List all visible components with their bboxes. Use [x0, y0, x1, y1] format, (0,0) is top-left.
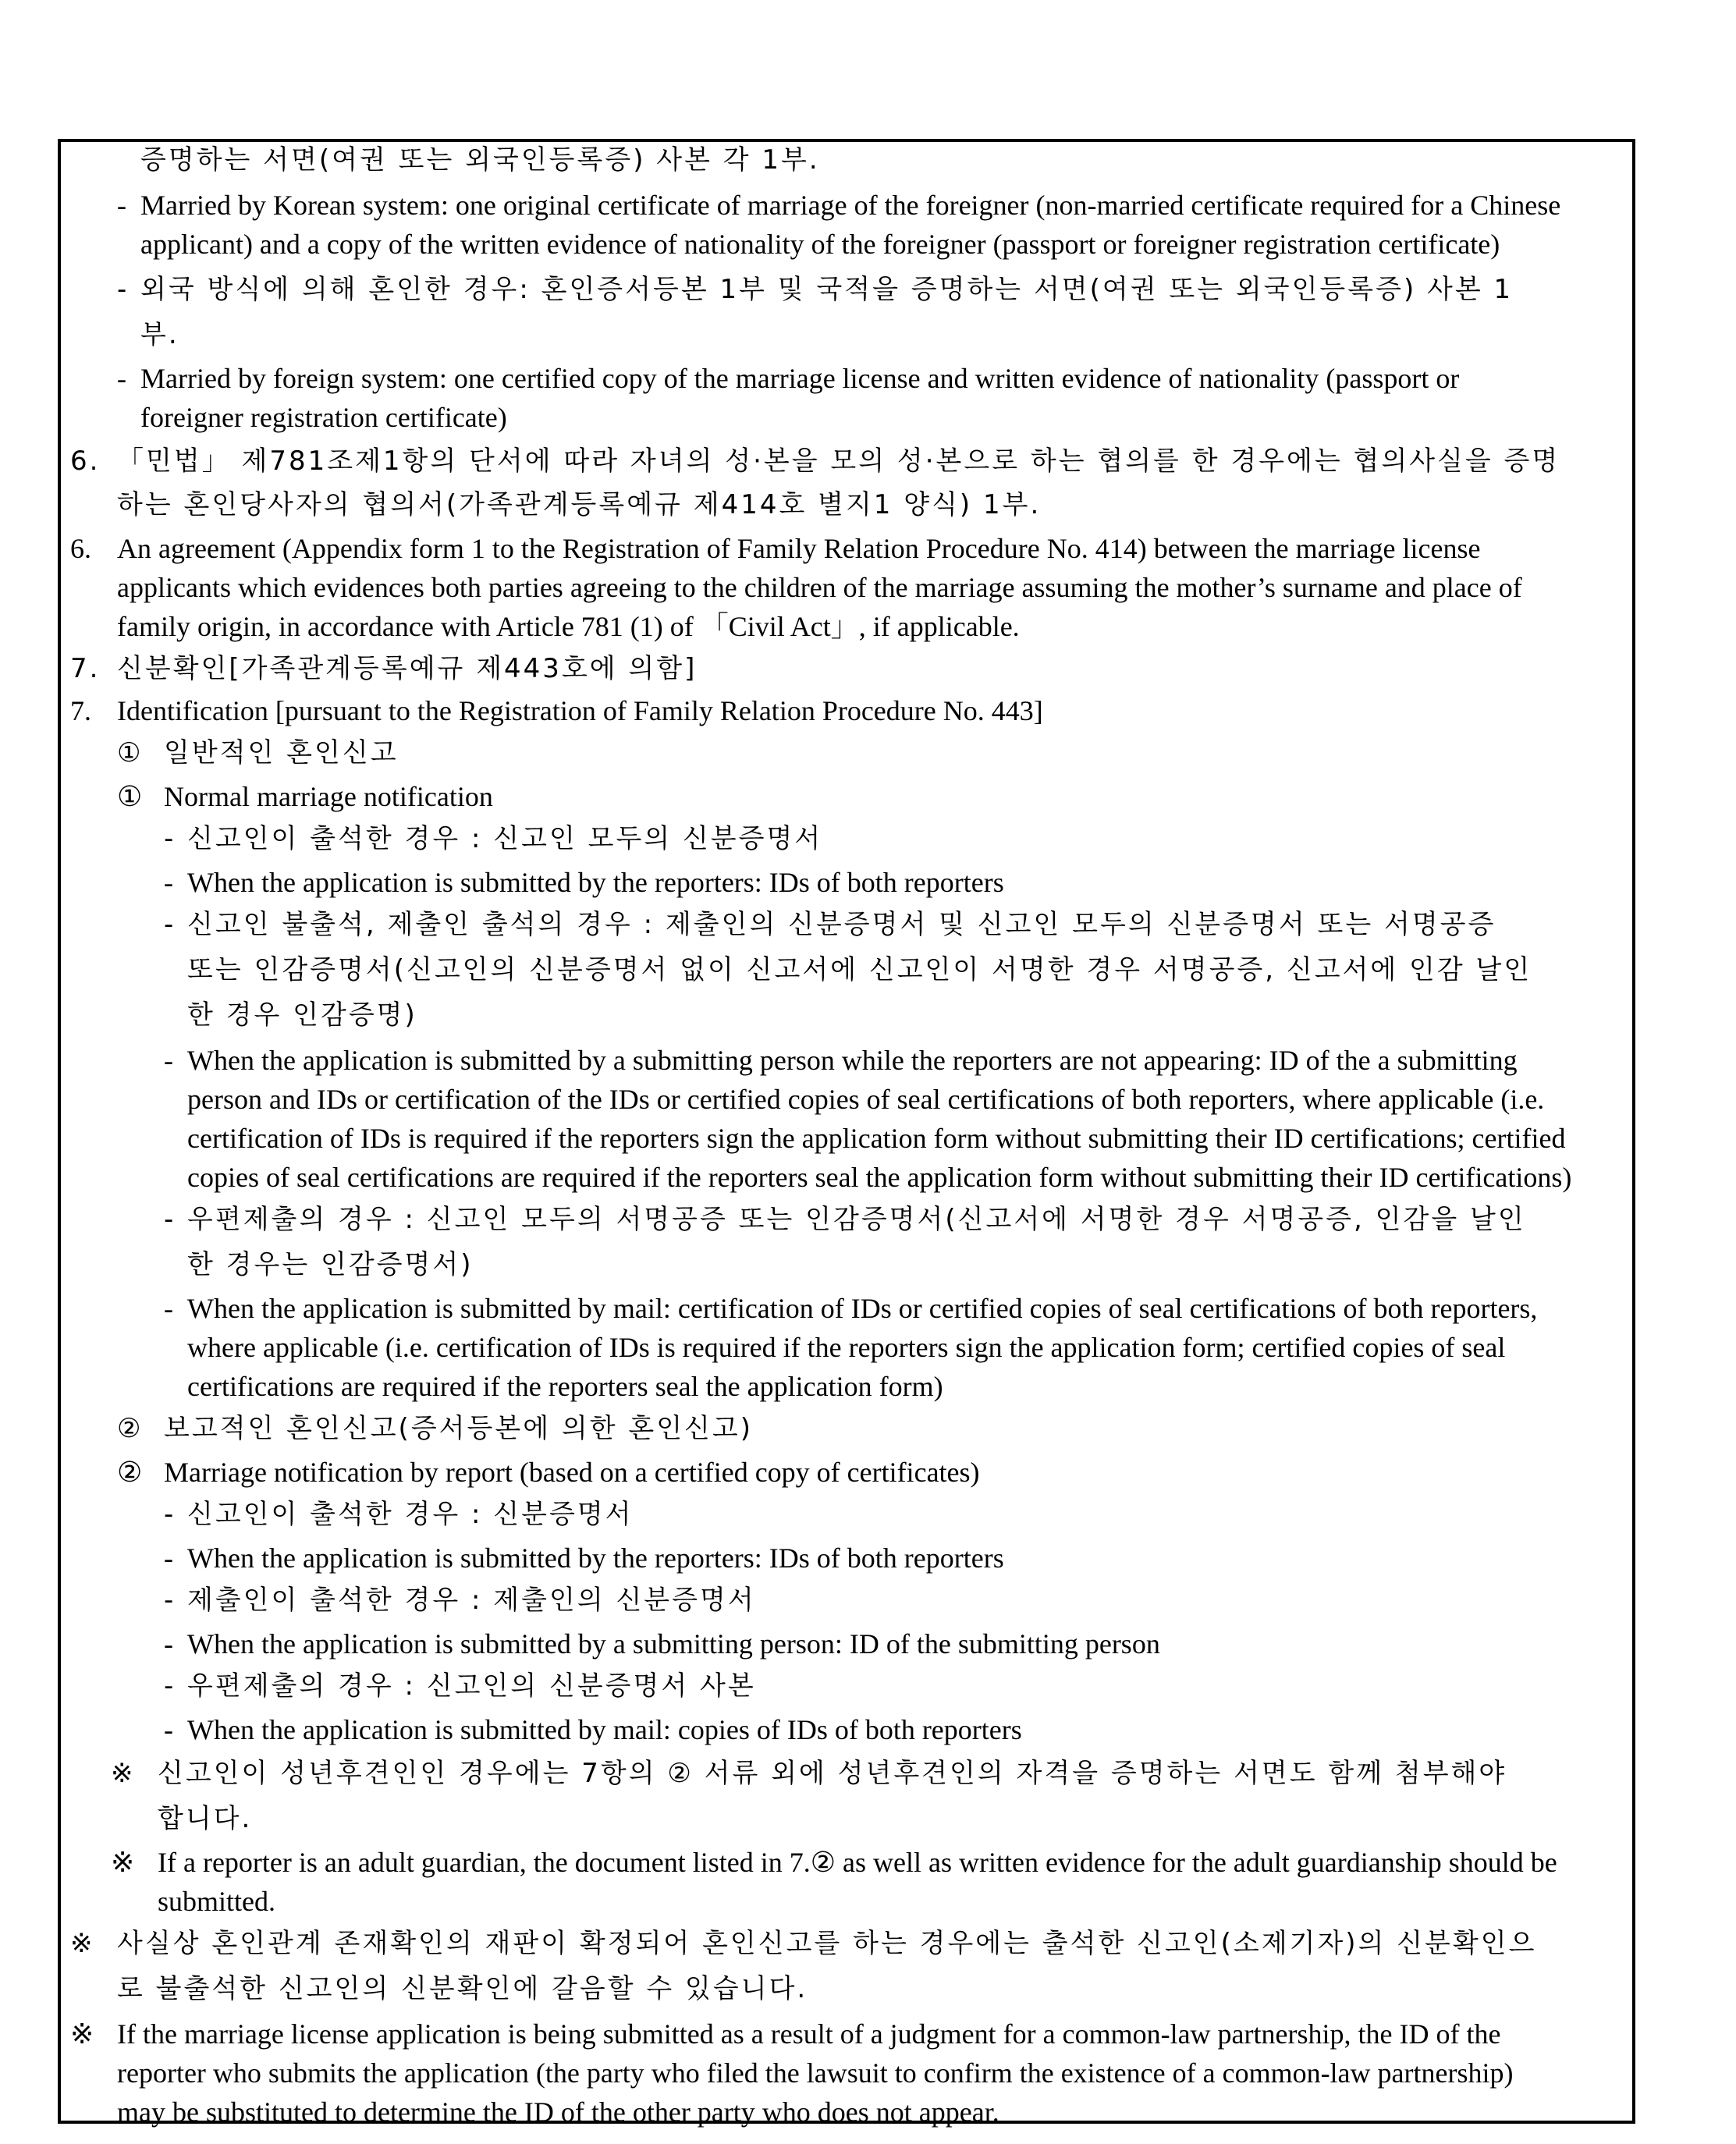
line-text: 우편제출의 경우 : 신고인의 신분증명서 사본 [187, 1670, 756, 1702]
bullet-marker: - [164, 1293, 173, 1324]
line-text: 신고인이 출석한 경우 : 신분증명서 [187, 1499, 634, 1530]
note-marker: ※ [111, 1847, 135, 1878]
line-text: certification of IDs is required if the reporters sign the application form without submitting their ID certifications; certified [187, 1123, 1566, 1154]
line-text: may be substituted to determine the ID of the other party who does not appear. [117, 2096, 999, 2128]
line-text: When the application is submitted by the reporters: IDs of both reporters [187, 867, 1004, 898]
bullet-marker: - [164, 1045, 173, 1076]
note-marker: ※ [70, 1928, 95, 1959]
line-text: 제출인이 출석한 경우 : 제출인의 신분증명서 [187, 1585, 756, 1616]
line-text: submitted. [158, 1886, 275, 1917]
line-text: reporter who submits the application (the party who filed the lawsuit to confirm the existence of a common-law partnership) [117, 2057, 1514, 2089]
line-text: 외국 방식에 의해 혼인한 경우: 혼인증서등본 1부 및 국적을 증명하는 서면(여권 또는 외국인등록증) 사본 1 [140, 274, 1514, 305]
bullet-marker: - [164, 1499, 176, 1530]
line-text: If the marriage license application is being submitted as a result of a judgment for a common-law partnership, the ID of the [117, 2018, 1501, 2050]
circled-number: ① [117, 737, 144, 769]
line-text: When the application is submitted by mail: certification of IDs or certified copies of seal certifications of both reporters, [187, 1293, 1538, 1324]
line-text: When the application is submitted by a submitting person: ID of the submitting person [187, 1628, 1160, 1659]
line-text: 합니다. [158, 1803, 253, 1834]
line-text: 「민법」 제781조제1항의 단서에 따라 자녀의 성·본을 모의 성·본으로 하는 협의를 한 경우에는 협의사실을 증명 [117, 445, 1560, 477]
bullet-marker: - [164, 1585, 176, 1616]
bullet-marker: - [164, 823, 176, 854]
line-text: An agreement (Appendix form 1 to the Registration of Family Relation Procedure No. 414) between the marriage license [117, 533, 1481, 564]
line-text: 보고적인 혼인신고(증서등본에 의한 혼인신고) [164, 1413, 753, 1444]
bullet-marker: - [164, 1670, 176, 1702]
bullet-marker: - [117, 363, 126, 394]
line-text: 신고인이 성년후견인인 경우에는 7항의 ② 서류 외에 성년후견인의 자격을 증명하는 서면도 함께 첨부해야 [158, 1758, 1507, 1789]
note-marker: ※ [111, 1758, 136, 1789]
bullet-marker: - [164, 1628, 173, 1659]
circled-number: ② [117, 1457, 143, 1488]
line-text: When the application is submitted by the reporters: IDs of both reporters [187, 1542, 1004, 1574]
bullet-marker: - [164, 909, 176, 940]
line-text: Marriage notification by report (based on a certified copy of certificates) [164, 1457, 980, 1488]
line-text: 한 경우 인감증명) [187, 999, 417, 1031]
line-text: 신고인이 출석한 경우 : 신고인 모두의 신분증명서 [187, 823, 823, 854]
line-text: Married by foreign system: one certified copy of the marriage license and written evidence of nationality (passport or [140, 363, 1460, 394]
line-text: 일반적인 혼인신고 [164, 737, 399, 769]
line-text: Identification [pursuant to the Registration of Family Relation Procedure No. 443] [117, 695, 1043, 726]
item-number: 6. [70, 533, 91, 564]
line-text: 증명하는 서면(여권 또는 외국인등록증) 사본 각 1부. [140, 144, 820, 176]
line-text: When the application is submitted by a submitting person while the reporters are not appearing: ID of the a submitting [187, 1045, 1518, 1076]
bullet-marker: - [117, 190, 126, 221]
line-text: 신분확인[가족관계등록예규 제443호에 의함] [117, 653, 698, 684]
line-text: 사실상 혼인관계 존재확인의 재판이 확정되어 혼인신고를 하는 경우에는 출석한 신고인(소제기자)의 신분확인으 [117, 1928, 1537, 1959]
line-text: Married by Korean system: one original certificate of marriage of the foreigner (non-married certificate required for a Chinese [140, 190, 1561, 221]
line-text: Normal marriage notification [164, 781, 493, 812]
circled-number: ① [117, 781, 143, 812]
line-text: applicants which evidences both parties agreeing to the children of the marriage assuming the mother’s surname and place of [117, 572, 1522, 603]
line-text: certifications are required if the reporters seal the application form) [187, 1371, 943, 1402]
line-text: If a reporter is an adult guardian, the document listed in 7.② as well as written evidence for the adult guardianship should be [158, 1847, 1557, 1878]
line-text: person and IDs or certification of the IDs or certified copies of seal certifications of both reporters, where applicable (i.e. [187, 1084, 1545, 1115]
circled-number: ② [117, 1413, 144, 1444]
line-text: When the application is submitted by mail: copies of IDs of both reporters [187, 1714, 1022, 1745]
line-text: where applicable (i.e. certification of IDs is required if the reporters sign the application form; certified copies of seal [187, 1332, 1506, 1363]
line-text: 로 불출석한 신고인의 신분확인에 갈음할 수 있습니다. [117, 1973, 808, 2004]
line-text: applicant) and a copy of the written evidence of nationality of the foreigner (passport or foreigner registration certificate) [140, 229, 1500, 260]
item-number: 7. [70, 695, 91, 726]
bullet-marker: - [164, 867, 173, 898]
line-text: 우편제출의 경우 : 신고인 모두의 서명공증 또는 인감증명서(신고서에 서명한 경우 서명공증, 인감을 날인 [187, 1204, 1526, 1235]
bullet-marker: - [117, 274, 130, 305]
item-number: 7. [70, 653, 101, 684]
line-text: foreigner registration certificate) [140, 402, 507, 433]
bullet-marker: - [164, 1714, 173, 1745]
bullet-marker: - [164, 1204, 176, 1235]
item-number: 6. [70, 445, 101, 477]
bullet-marker: - [164, 1542, 173, 1574]
line-text: 신고인 불출석, 제출인 출석의 경우 : 제출인의 신분증명서 및 신고인 모두의 신분증명서 또는 서명공증 [187, 909, 1496, 940]
line-text: copies of seal certifications are required if the reporters seal the application form without submitting their ID certifications) [187, 1162, 1572, 1193]
line-text: 부. [140, 319, 179, 350]
line-text: 한 경우는 인감증명서) [187, 1249, 474, 1280]
line-text: 또는 인감증명서(신고인의 신분증명서 없이 신고서에 신고인이 서명한 경우 서명공증, 신고서에 인감 날인 [187, 954, 1532, 985]
note-marker: ※ [70, 2018, 94, 2050]
line-text: 하는 혼인당사자의 협의서(가족관계등록예규 제414호 별지1 양식) 1부. [117, 489, 1042, 520]
line-text: family origin, in accordance with Article 781 (1) of 「Civil Act」, if applicable. [117, 611, 1020, 642]
